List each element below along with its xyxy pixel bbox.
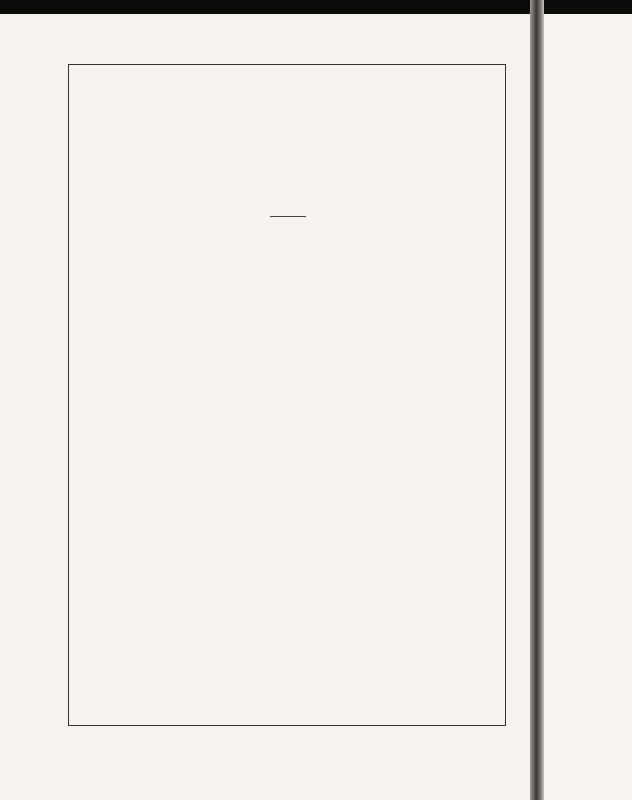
title-rule bbox=[270, 216, 306, 217]
book-gutter bbox=[530, 0, 544, 800]
facing-page bbox=[544, 14, 632, 800]
page-frame bbox=[68, 64, 506, 726]
